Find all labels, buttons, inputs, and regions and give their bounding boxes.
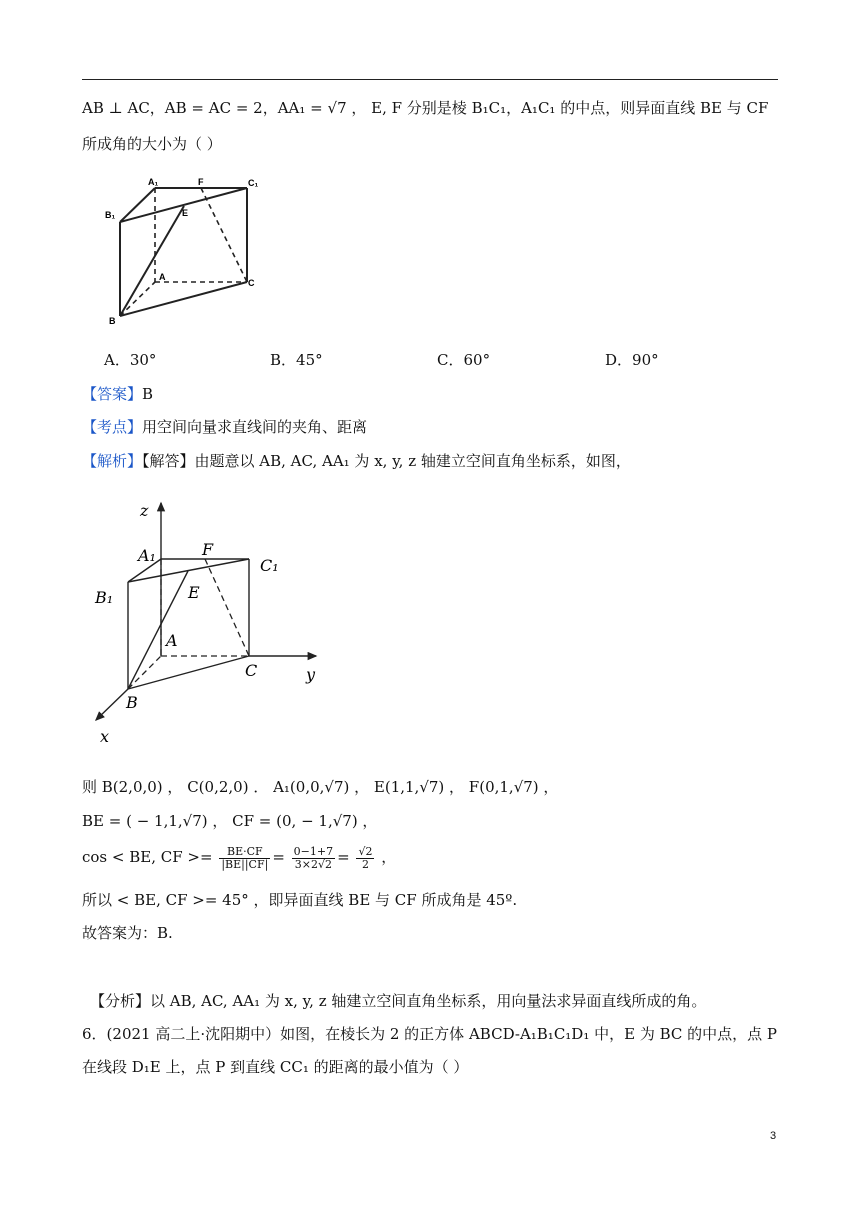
option-a: A．30° <box>104 351 157 369</box>
fig2-label-z: z <box>140 501 149 520</box>
fig2-label-E: E <box>188 583 200 602</box>
fig1-label-C: C <box>248 278 255 288</box>
problem6-line2: 在线段 D₁E 上，点 P 到直线 CC₁ 的距离的最小值为（ ） <box>82 1058 469 1076</box>
prism-figure-2 <box>88 498 338 748</box>
option-c: C．60° <box>437 351 491 369</box>
topic-tag: 【考点】 <box>82 418 143 436</box>
cos-fraction-1 <box>219 846 270 871</box>
problem5-line1: AB ⊥ AC，AB = AC = 2，AA₁ = √7 ， E, F 分别是棱 B₁C₁，A₁C₁ 的中点，则异面直线 BE 与 CF <box>82 99 769 117</box>
fig2-label-A1: A₁ <box>138 546 156 565</box>
cos-frac3-den: 2 <box>361 857 369 871</box>
header-rule <box>82 79 778 80</box>
fig1-label-C1: C₁ <box>248 178 259 188</box>
page-number: 3 <box>770 1130 777 1142</box>
fig1-label-B1: B₁ <box>105 210 116 220</box>
cos-frac2-den: 3×2√2 <box>294 857 332 871</box>
problem6-line1: 6．(2021 高二上·沈阳期中）如图，在棱长为 2 的正方体 ABCD-A₁B₁C₁D₁ 中，E 为 BC 的中点，点 P <box>82 1025 778 1043</box>
cos-fraction-3 <box>356 846 374 871</box>
fig2-label-y: y <box>306 665 316 684</box>
fig2-label-C: C <box>245 661 258 680</box>
fig2-label-B: B <box>126 693 138 712</box>
solution-tag: 【解析】 <box>82 452 143 470</box>
cos-frac1-den: |BE||CF| <box>221 857 269 871</box>
fig1-label-E: E <box>182 208 189 218</box>
solution-cos-line: cos < BE, CF >= $\frac{BE\cdot CF}{|BE||CF|}$ = $\frac{0-1+7}{3\times 2√2}$ = $\frac{√2}{2}$ ， <box>82 844 397 871</box>
cos-frac3-num: √2 <box>358 844 373 858</box>
fig2-label-B1: B₁ <box>95 588 114 607</box>
fig1-label-A: A <box>159 272 166 282</box>
prism-figure-1 <box>100 170 270 330</box>
solution-intro-line <box>82 451 631 471</box>
fig1-label-B: B <box>109 316 116 326</box>
cos-fraction-2 <box>292 846 335 871</box>
solution-vectors: BE = ( − 1,1,√7) ， CF = (0, − 1,√7) ， <box>82 812 378 830</box>
answer-line <box>82 384 153 404</box>
option-b: B．45° <box>270 351 323 369</box>
fig2-label-C1: C₁ <box>260 556 279 575</box>
cos-frac1-num: BE·CF <box>219 846 270 859</box>
solution-final: 故答案为：B. <box>82 924 173 942</box>
solution-intro: 【解答】由题意以 AB, AC, AA₁ 为 x, y, z 轴建立空间直角坐标系，如图， <box>142 452 631 470</box>
topic-line <box>82 417 367 437</box>
problem5-line2: 所成角的大小为（ ） <box>82 135 222 153</box>
fig2-label-F: F <box>202 540 214 559</box>
analysis-line: 【分析】以 AB, AC, AA₁ 为 x, y, z 轴建立空间直角坐标系，用向量法求异面直线所成的角。 <box>90 992 707 1010</box>
solution-conclusion: 所以 < BE, CF >= 45° ，即异面直线 BE 与 CF 所成角是 45º. <box>82 891 518 909</box>
fig2-label-x: x <box>100 727 110 746</box>
topic-value: 用空间向量求直线间的夹角、距离 <box>142 418 368 436</box>
fig2-label-A: A <box>166 631 178 650</box>
cos-frac2-num: 0−1+7 <box>293 844 334 858</box>
fig1-label-A1: A₁ <box>148 177 159 187</box>
answer-tag: 【答案】 <box>82 385 143 403</box>
solution-coords: 则 B(2,0,0) ， C(0,2,0) ． A₁(0,0,√7) ， E(1,1,√7) ， F(0,1,√7) ， <box>82 778 559 796</box>
fig1-label-F: F <box>198 177 204 187</box>
cos-prefix: cos < BE, CF >= <box>82 848 213 866</box>
answer-value: B <box>142 385 154 403</box>
option-d: D．90° <box>605 351 659 369</box>
